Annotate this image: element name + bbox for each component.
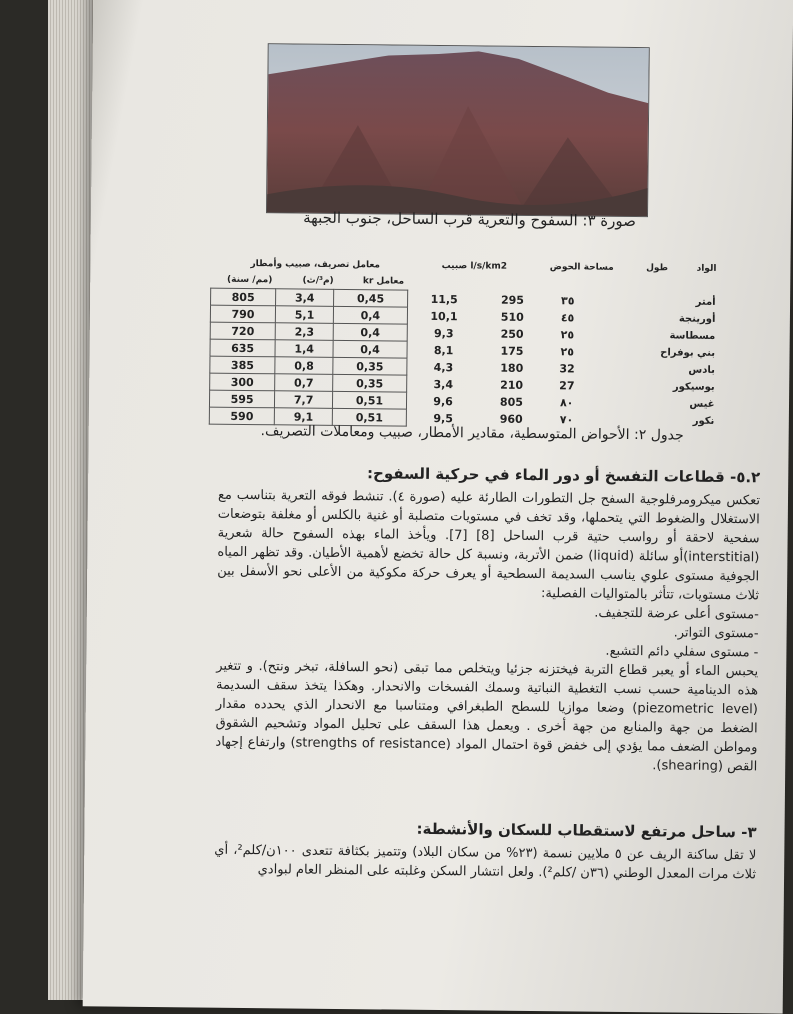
cell-kr: 0,4 [333,340,407,358]
table-caption: جدول ٢: الأحواض المتوسطية، مقادير الأمطار، صبيب ومعاملات التصريف. [260,423,684,444]
cell-wadi: أورينجة [678,313,716,325]
mountain-photo [266,43,650,217]
book-page [83,0,793,1014]
cell-specific: 9,6 [433,394,453,408]
section-title-slopes: ٥.٢- قطاعات التفسخ أو دور الماء في حركية السفوح: [366,464,761,487]
cell-length: ٧٠ [559,412,574,426]
cell-specific: 3,4 [433,377,454,391]
cell-area: 180 [500,361,524,375]
cell-q: 9,1 [274,408,332,426]
cell-length: ٣٥ [560,293,575,307]
cell-length: ٤٥ [560,310,575,324]
cell-q: 5,1 [275,306,333,324]
cell-wadi: مسطاسة [669,329,716,342]
photo-caption: صورة ٣: السفوح والتعرية قرب الساحل، جنوب الجبهة [303,208,637,231]
cell-kr: 0,51 [333,391,407,409]
cell-specific: 9,3 [433,326,454,340]
cell-specific: 9,5 [433,411,453,425]
cell-area: 960 [499,412,523,426]
cell-length: 27 [559,378,575,392]
cell-q: 0,7 [275,374,333,392]
cell-area: 175 [500,344,524,358]
cell-kr: 0,51 [332,408,406,426]
cell-rain: 805 [211,288,276,306]
cell-q: 7,7 [275,391,333,409]
section-slopes [215,463,760,777]
cell-area: 295 [500,293,525,307]
cell-kr: 0,35 [333,357,407,375]
subheader-kr: kr معامل [362,276,405,287]
section-title-coast: ٣- ساحل مرتفع لاستقطاب للسكان والأنشطة: [416,819,757,842]
cell-wadi: نكور [692,415,715,427]
cell-kr: 0,4 [333,323,407,341]
cell-area: 510 [500,310,524,324]
subheader-rain: (مم/ سنة) [227,274,273,286]
cell-length: ٨٠ [559,395,574,409]
cell-kr: 0,35 [333,374,407,392]
cell-q: 1,4 [275,340,333,358]
cell-kr: 0,45 [334,289,408,307]
subheader-q: (م³/ث) [302,275,334,286]
section-coast [214,818,757,885]
cell-length: 32 [559,361,575,375]
paragraph-slopes-2: يحبس الماء أو يعبر قطاع التربة فيختزنه جزئيا ويتخلص مما تبقى (نحو السافلة، تبخر ونتح). و تتغير هذه الدينامية حسب نسب التغطية النباتية وسمك الفسخات والانحدار. وهكذا يتخذ سقف السديمة (piezometric level) وضعا موازيا للسطح الطبغرافي ومتناسبا مع الانحدار الذي يحدده مقدار الضغط من جهة والمنابع من جهة أخرى . ويعمل هذا السقف على تحليل المواد وتشحيم الشقوق ومواطن الضعف مما يؤدي إلى خفض قوة احتمال المواد (strengths of resistance) وارتفاع إجهاد القص (shearing). [215,658,759,775]
cell-rain: 300 [210,373,275,391]
cell-length: ٢٥ [560,327,575,341]
cell-rain: 720 [210,322,275,340]
data-table [209,256,721,430]
cell-wadi: بادس [688,364,715,376]
cell-wadi: بني بوفراح [660,346,716,359]
cell-rain: 635 [210,339,275,357]
list-item-level-2: -مستوى التواتر. [673,625,759,642]
header-length: طول [646,263,669,274]
cell-kr: 0,4 [333,306,407,324]
cell-q: 2,3 [275,323,333,341]
cell-q: 0,8 [275,357,333,375]
cell-area: 805 [499,395,523,409]
header-flow: معامل تصريف، صبيب وأمطار [250,259,381,271]
cell-wadi: غيس [689,398,715,410]
paragraph-coast-1: لا تقل ساكنة الريف عن ٥ ملايين نسمة (٢٣% من سكان البلاد) وتتميز بكثافة تتعدى ١٠٠ن/كلم²، أي ثلاث مرات المعدل الوطني (٣٦ن /كلم²). ولعل انتشار السكن وغلبته على المنظر العام لبوادي [214,842,757,883]
cell-rain: 385 [210,356,275,374]
cell-wadi: بوسيكور [672,380,715,393]
cell-area: 210 [500,378,524,392]
paragraph-slopes-1: تعكس ميكرومرفلوجية السفح جل التطورات الطارئة عليه (صورة ٤). تنشط فوقه التعرية بتناسب مع الاستغلال والضغوط التي يتحملها، وقد تخف في مستويات متصلبة أو غنية بالكلس أو مغلفة بتوضعات سفحية لاحقة أو رواسب حتية قرب الساحل [8] [7]. ويأخذ الماء بهذه السفوح حالة شعرية (interstitial)أو سائلة (liquid) ضمن الأتربة، ونسبة كل حالة تخضع لأهمية الأطيان. وقد تظهر المياه الجوفية مستوى علوي يناسب السديمة السطحية أو يعرف حركة مكوكية من الأعلى نحو الأسفل بين ثلاث مستويات، تتأثر بالمتواليات الفصلية: [217,487,761,604]
header-specific: صبيب l/s/km2 [441,261,508,272]
list-item-level-3: - مستوى سفلي دائم التشبع. [605,643,759,661]
cell-wadi: أمتر [695,296,716,308]
cell-rain: 790 [210,305,275,323]
header-area: مساحة الحوض [549,262,614,273]
cell-q: 3,4 [276,289,334,307]
table-body [209,288,720,430]
list-item-level-1: -مستوى أعلى عرضة للتجفيف. [594,605,759,623]
cell-specific: 8,1 [433,343,454,357]
header-wadi: الواد [696,263,717,274]
cell-rain: 590 [209,407,274,425]
cell-rain: 595 [209,390,274,408]
cell-specific: 11,5 [430,292,458,306]
cell-area: 250 [500,327,524,341]
cell-specific: 4,3 [433,360,454,374]
cell-specific: 10,1 [430,309,458,323]
cell-length: ٢٥ [560,344,575,358]
